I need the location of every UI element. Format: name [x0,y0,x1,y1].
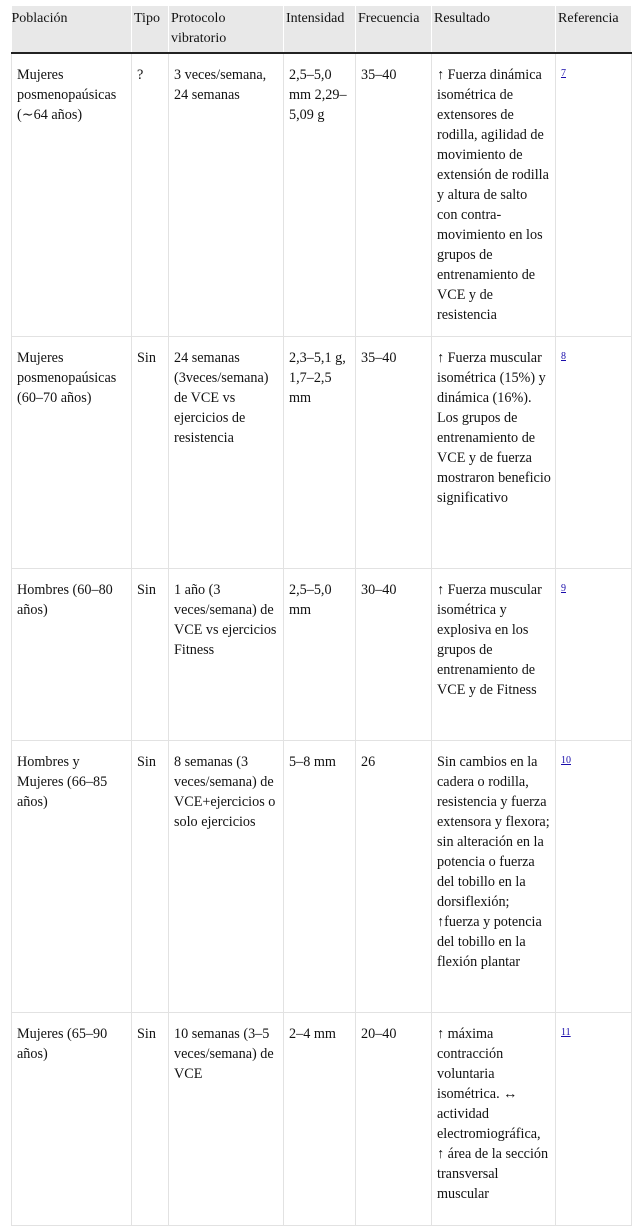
table-row [12,1013,632,1226]
cell-frecuencia: 20–40 [356,1013,432,1226]
header-protocolo: Protocolo vibratorio [169,6,284,53]
header-frecuencia: Frecuencia [356,6,432,53]
cell-poblacion: Hombres (60–80 años) [12,569,132,741]
cell-referencia [556,337,632,569]
cell-referencia [556,1013,632,1226]
reference-link[interactable]: 11 [561,1027,571,1038]
cell-referencia [556,741,632,1013]
cell-resultado: ↑ máxima contracción voluntaria isométrica. ↔ actividad electromiográfica, ↑ área de la sección transversal muscular [432,1013,556,1226]
header-poblacion: Población [12,6,132,53]
cell-frecuencia: 35–40 [356,53,432,337]
cell-poblacion: Mujeres (65–90 años) [12,1013,132,1226]
cell-poblacion: Mujeres posmenopaúsicas (60–70 años) [12,337,132,569]
cell-intensidad: 2,5–5,0 mm 2,29–5,09 g [284,53,356,337]
cell-poblacion: Mujeres posmenopaúsicas (∼64 años) [12,53,132,337]
reference-link[interactable]: 7 [561,68,566,79]
cell-tipo: Sin [132,337,169,569]
cell-resultado: ↑ Fuerza dinámica isométrica de extensores de rodilla, agilidad de movimiento de extensión de rodilla y altura de salto con contra-movimiento en los grupos de entrenamiento de VCE y de resistencia [432,53,556,337]
cell-protocolo: 3 veces/semana, 24 semanas [169,53,284,337]
header-referencia: Referencia [556,6,632,53]
cell-resultado: ↑ Fuerza muscular isométrica y explosiva en los grupos de entrenamiento de VCE y de Fitness [432,569,556,741]
cell-poblacion: Hombres y Mujeres (66–85 años) [12,741,132,1013]
cell-intensidad: 2–4 mm [284,1013,356,1226]
table-row [12,741,632,1013]
header-resultado: Resultado [432,6,556,53]
cell-frecuencia: 26 [356,741,432,1013]
cell-protocolo: 8 semanas (3 veces/semana) de VCE+ejercicios o solo ejercicios [169,741,284,1013]
cell-resultado: Sin cambios en la cadera o rodilla, resistencia y fuerza extensora y flexora; sin alteración en la potencia o fuerza del tobillo en la dorsiflexión; ↑fuerza y potencia del tobillo en la flexión plantar [432,741,556,1013]
cell-frecuencia: 35–40 [356,337,432,569]
cell-referencia [556,569,632,741]
cell-tipo: ? [132,53,169,337]
cell-resultado: ↑ Fuerza muscular isométrica (15%) y dinámica (16%). Los grupos de entrenamiento de VCE y de fuerza mostraron beneficio significativo [432,337,556,569]
table-header [12,6,632,53]
reference-link[interactable]: 8 [561,351,566,362]
header-row [12,6,632,53]
cell-intensidad: 2,3–5,1 g, 1,7–2,5 mm [284,337,356,569]
table-row [12,569,632,741]
cell-protocolo: 1 año (3 veces/semana) de VCE vs ejercicios Fitness [169,569,284,741]
cell-referencia [556,53,632,337]
results-table [11,6,632,1226]
cell-intensidad: 2,5–5,0 mm [284,569,356,741]
reference-link[interactable]: 10 [561,755,571,766]
cell-tipo: Sin [132,741,169,1013]
table-row [12,53,632,337]
cell-tipo: Sin [132,569,169,741]
table-row [12,337,632,569]
reference-link[interactable]: 9 [561,583,566,594]
cell-protocolo: 24 semanas (3veces/semana) de VCE vs ejercicios de resistencia [169,337,284,569]
cell-intensidad: 5–8 mm [284,741,356,1013]
header-tipo: Tipo [132,6,169,53]
cell-tipo: Sin [132,1013,169,1226]
header-intensidad: Intensidad [284,6,356,53]
cell-frecuencia: 30–40 [356,569,432,741]
table-body [12,53,632,1226]
cell-protocolo: 10 semanas (3–5 veces/semana) de VCE [169,1013,284,1226]
